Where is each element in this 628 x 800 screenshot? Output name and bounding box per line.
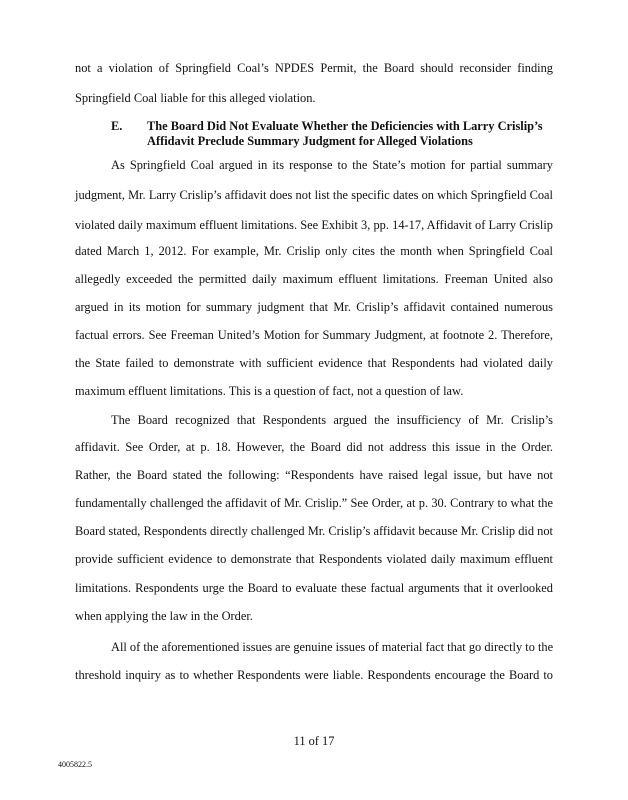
section-letter: E. — [111, 119, 123, 133]
body-line: The Board recognized that Respondents argued the insufficiency of Mr. Crislip’s — [111, 413, 553, 427]
body-line: allegedly exceeded the permitted daily maximum effluent limitations. Freeman United also — [75, 272, 553, 286]
document-id: 4005822.5 — [58, 760, 92, 769]
body-line: provide sufficient evidence to demonstrate that Respondents violated daily maximum effluent — [75, 552, 553, 566]
body-line: dated March 1, 2012. For example, Mr. Crislip only cites the month when Springfield Coal — [75, 244, 553, 258]
body-line: limitations. Respondents urge the Board to evaluate these factual arguments that it overlooked — [75, 581, 553, 595]
body-line: violated daily maximum effluent limitations. See Exhibit 3, pp. 14-17, Affidavit of Larry Crislip — [75, 218, 553, 232]
section-title-line: The Board Did Not Evaluate Whether the Deficiencies with Larry Crislip’s — [147, 119, 543, 133]
body-line: affidavit. See Order, at p. 18. However, the Board did not address this issue in the Order. — [75, 440, 553, 454]
body-line: fundamentally challenged the affidavit of Mr. Crislip.” See Order, at p. 30. Contrary to what the — [75, 496, 553, 510]
body-line: the State failed to demonstrate with sufficient evidence that Respondents had violated daily — [75, 356, 553, 370]
body-line: not a violation of Springfield Coal’s NPDES Permit, the Board should reconsider finding — [75, 61, 553, 75]
section-title-line: Affidavit Preclude Summary Judgment for Alleged Violations — [147, 134, 473, 148]
body-line: judgment, Mr. Larry Crislip’s affidavit does not list the specific dates on which Springfield Coal — [75, 188, 553, 202]
body-line: argued in its motion for summary judgment that Mr. Crislip’s affidavit contained numerous — [75, 300, 553, 314]
body-line: Rather, the Board stated the following: “Respondents have raised legal issue, but have not — [75, 468, 553, 482]
body-line: Springfield Coal liable for this alleged violation. — [75, 91, 316, 105]
page-number: 11 of 17 — [293, 734, 335, 748]
body-line: Board stated, Respondents directly challenged Mr. Crislip’s affidavit because Mr. Crislip did not — [75, 524, 553, 538]
body-line: maximum effluent limitations. This is a question of fact, not a question of law. — [75, 384, 464, 398]
body-line: when applying the law in the Order. — [75, 609, 253, 623]
body-line: threshold inquiry as to whether Respondents were liable. Respondents encourage the Board to — [75, 668, 553, 682]
body-line: As Springfield Coal argued in its response to the State’s motion for partial summary — [111, 158, 553, 172]
body-line: factual errors. See Freeman United’s Motion for Summary Judgment, at footnote 2. Therefore, — [75, 328, 553, 342]
body-line: All of the aforementioned issues are genuine issues of material fact that go directly to the — [111, 640, 554, 654]
